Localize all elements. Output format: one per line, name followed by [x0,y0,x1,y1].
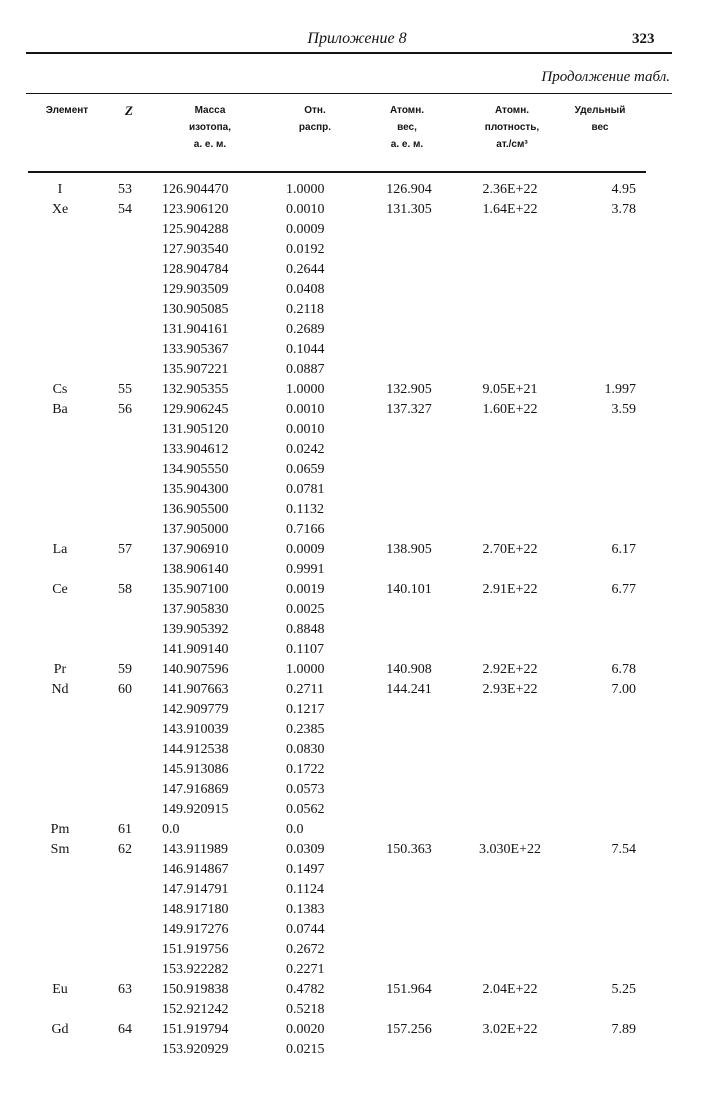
table-row [0,620,714,640]
column-header-atomic-density: Атомн. плотность, ат./см³ [484,105,540,150]
isotope-mass-cell: 135.907221 [162,362,229,377]
atomic-density-cell: 2.91E+22 [482,582,538,597]
isotope-mass-cell: 127.903540 [162,242,229,257]
table-row [0,760,714,780]
specific-gravity-cell: 7.89 [611,1022,636,1037]
abundance-cell: 0.0408 [286,282,325,297]
atomic-weight-cell: 157.256 [386,1022,432,1037]
abundance-cell: 1.0000 [286,182,325,197]
abundance-cell: 0.4782 [286,982,325,997]
element-cell: Gd [51,1022,69,1037]
isotope-mass-cell: 133.905367 [162,342,229,357]
abundance-cell: 0.2644 [286,262,325,277]
table-row [0,180,714,200]
abundance-cell: 0.2118 [286,302,324,317]
atomic-weight-cell: 151.964 [386,982,432,997]
table-row [0,560,714,580]
abundance-cell: 0.1107 [286,642,324,657]
atomic-density-cell: 2.36E+22 [482,182,538,197]
atomic-density-cell: 2.04E+22 [482,982,538,997]
abundance-cell: 0.0019 [286,582,325,597]
table-row [0,820,714,840]
abundance-cell: 0.0744 [286,922,325,937]
abundance-cell: 0.1132 [286,502,324,517]
isotope-mass-cell: 130.905085 [162,302,229,317]
page-header-title: Приложение 8 [307,30,407,47]
isotope-mass-cell: 128.904784 [162,262,229,277]
table-row [0,680,714,700]
table-row [0,340,714,360]
column-header-atomic-weight: Атомн. вес, а. е. м. [389,105,425,150]
table-row [0,220,714,240]
atomic-density-cell: 3.030E+22 [479,842,541,857]
table-continuation-label: Продолжение табл. [541,69,670,85]
table-row [0,1020,714,1040]
z-cell: 59 [118,662,132,677]
page-number: 323 [632,31,655,47]
table-row [0,980,714,1000]
abundance-cell: 0.8848 [286,622,325,637]
isotope-mass-cell: 144.912538 [162,742,229,757]
element-cell: Pr [53,662,67,677]
isotope-mass-cell: 137.906910 [162,542,229,557]
isotope-mass-cell: 135.907100 [162,582,229,597]
abundance-cell: 0.0215 [286,1042,325,1057]
element-cell: Ce [52,582,68,597]
atomic-density-cell: 2.93E+22 [482,682,538,697]
header-rule [26,52,672,54]
atomic-density-cell: 3.02E+22 [482,1022,538,1037]
isotope-mass-cell: 137.905830 [162,602,229,617]
isotope-mass-cell: 143.911989 [162,842,228,857]
table-row [0,260,714,280]
abundance-cell: 0.2385 [286,722,325,737]
table-row [0,880,714,900]
table-header-rule [28,171,646,173]
abundance-cell: 0.7166 [286,522,325,537]
table-row [0,320,714,340]
table-row [0,920,714,940]
column-header-element: Элемент [45,105,89,116]
abundance-cell: 0.9991 [286,562,325,577]
specific-gravity-cell: 6.78 [611,662,636,677]
atomic-weight-cell: 137.327 [386,402,432,417]
atomic-weight-cell: 138.905 [386,542,432,557]
abundance-cell: 0.0025 [286,602,325,617]
isotope-mass-cell: 131.905120 [162,422,229,437]
abundance-cell: 0.0562 [286,802,325,817]
isotope-mass-cell: 131.904161 [162,322,229,337]
specific-gravity-cell: 5.25 [611,982,636,997]
isotope-mass-cell: 146.914867 [162,862,229,877]
isotope-mass-cell: 139.905392 [162,622,229,637]
z-cell: 63 [118,982,132,997]
abundance-cell: 0.0887 [286,362,325,377]
abundance-cell: 0.0009 [286,542,325,557]
isotope-mass-cell: 147.914791 [162,882,229,897]
column-header-abundance: Отн. распр. [298,105,332,133]
atomic-weight-cell: 140.101 [386,582,432,597]
z-cell: 57 [118,542,132,557]
abundance-cell: 0.0010 [286,402,325,417]
abundance-cell: 0.0573 [286,782,325,797]
z-cell: 60 [118,682,132,697]
isotope-mass-cell: 147.916869 [162,782,229,797]
table-row [0,660,714,680]
table-row [0,700,714,720]
abundance-cell: 0.2689 [286,322,325,337]
abundance-cell: 0.0 [286,822,304,837]
element-cell: Eu [52,982,68,997]
table-row [0,780,714,800]
specific-gravity-cell: 4.95 [611,182,636,197]
isotope-mass-cell: 125.904288 [162,222,229,237]
abundance-cell: 0.0242 [286,442,325,457]
element-cell: Ba [52,402,68,417]
specific-gravity-cell: 3.78 [611,202,636,217]
table-row [0,900,714,920]
abundance-cell: 0.0309 [286,842,325,857]
abundance-cell: 0.5218 [286,1002,325,1017]
table-row [0,600,714,620]
table-top-rule [26,93,672,94]
isotope-mass-cell: 149.920915 [162,802,229,817]
specific-gravity-cell: 7.54 [611,842,636,857]
table-row [0,940,714,960]
isotope-mass-cell: 132.905355 [162,382,229,397]
column-header-isotope-mass: Масса изотопа, а. е. м. [189,105,231,150]
element-cell: Xe [51,202,69,217]
table-row [0,480,714,500]
z-cell: 53 [118,182,132,197]
abundance-cell: 0.0010 [286,422,325,437]
atomic-weight-cell: 150.363 [386,842,432,857]
table-row [0,1040,714,1060]
isotope-mass-cell: 149.917276 [162,922,229,937]
isotope-mass-cell: 129.906245 [162,402,229,417]
specific-gravity-cell: 1.997 [604,382,636,397]
element-cell: I [57,182,63,197]
table-row [0,960,714,980]
isotope-mass-cell: 137.905000 [162,522,229,537]
element-cell: Nd [51,682,69,697]
isotope-mass-cell: 151.919794 [162,1022,229,1037]
table-row [0,400,714,420]
isotope-mass-cell: 138.906140 [162,562,229,577]
abundance-cell: 0.1044 [286,342,325,357]
table-row [0,540,714,560]
abundance-cell: 0.1497 [286,862,325,877]
abundance-cell: 0.0659 [286,462,325,477]
atomic-density-cell: 9.05E+21 [482,382,538,397]
table-row [0,240,714,260]
z-cell: 64 [118,1022,132,1037]
isotope-mass-cell: 141.909140 [162,642,229,657]
table-row [0,460,714,480]
isotope-mass-cell: 153.922282 [162,962,229,977]
abundance-cell: 0.0010 [286,202,325,217]
table-row [0,740,714,760]
abundance-cell: 0.1722 [286,762,325,777]
isotope-mass-cell: 153.920929 [162,1042,229,1057]
element-cell: Sm [50,842,70,857]
isotope-mass-cell: 123.906120 [162,202,229,217]
table-row [0,800,714,820]
table-row [0,520,714,540]
isotope-mass-cell: 150.919838 [162,982,229,997]
isotope-mass-cell: 145.913086 [162,762,229,777]
abundance-cell: 0.2672 [286,942,325,957]
z-cell: 55 [118,382,132,397]
table-row [0,860,714,880]
table-row [0,360,714,380]
abundance-cell: 0.2711 [286,682,324,697]
element-cell: La [52,542,68,557]
table-row [0,500,714,520]
z-cell: 54 [118,202,132,217]
isotope-mass-cell: 0.0 [162,822,180,837]
z-cell: 56 [118,402,132,417]
isotope-mass-cell: 142.909779 [162,702,229,717]
isotope-mass-cell: 135.904300 [162,482,229,497]
column-header-z: Z [125,103,133,118]
atomic-weight-cell: 126.904 [386,182,432,197]
isotope-mass-cell: 134.905550 [162,462,229,477]
abundance-cell: 0.0192 [286,242,325,257]
abundance-cell: 1.0000 [286,662,325,677]
table-row [0,300,714,320]
isotope-mass-cell: 133.904612 [162,442,229,457]
column-header-specific-gravity: Удельный вес [574,105,626,133]
element-cell: Pm [50,822,70,837]
isotope-mass-cell: 148.917180 [162,902,229,917]
abundance-cell: 0.1124 [286,882,324,897]
abundance-cell: 0.1217 [286,702,325,717]
table-row [0,640,714,660]
isotope-mass-cell: 141.907663 [162,682,229,697]
table-row [0,580,714,600]
table-row [0,200,714,220]
abundance-cell: 0.2271 [286,962,325,977]
atomic-weight-cell: 140.908 [386,662,432,677]
z-cell: 58 [118,582,132,597]
table-row [0,840,714,860]
atomic-density-cell: 2.92E+22 [482,662,538,677]
table-row [0,1000,714,1020]
abundance-cell: 0.0830 [286,742,325,757]
atomic-weight-cell: 144.241 [386,682,432,697]
table-row [0,720,714,740]
isotope-mass-cell: 151.919756 [162,942,229,957]
table-row [0,420,714,440]
element-cell: Cs [52,382,68,397]
table-row [0,440,714,460]
isotope-mass-cell: 143.910039 [162,722,229,737]
specific-gravity-cell: 3.59 [611,402,636,417]
abundance-cell: 0.1383 [286,902,325,917]
isotope-mass-cell: 136.905500 [162,502,229,517]
isotope-mass-cell: 140.907596 [162,662,229,677]
table-row [0,380,714,400]
atomic-density-cell: 2.70E+22 [482,542,538,557]
atomic-density-cell: 1.64E+22 [482,202,538,217]
z-cell: 62 [118,842,132,857]
abundance-cell: 0.0020 [286,1022,325,1037]
isotope-mass-cell: 152.921242 [162,1002,229,1017]
atomic-weight-cell: 132.905 [386,382,432,397]
isotope-mass-cell: 126.904470 [162,182,229,197]
atomic-density-cell: 1.60E+22 [482,402,538,417]
isotope-mass-cell: 129.903509 [162,282,229,297]
abundance-cell: 0.0781 [286,482,325,497]
atomic-weight-cell: 131.305 [386,202,432,217]
table-row [0,280,714,300]
z-cell: 61 [118,822,132,837]
abundance-cell: 1.0000 [286,382,325,397]
abundance-cell: 0.0009 [286,222,325,237]
specific-gravity-cell: 6.17 [611,542,636,557]
specific-gravity-cell: 6.77 [611,582,636,597]
specific-gravity-cell: 7.00 [611,682,636,697]
